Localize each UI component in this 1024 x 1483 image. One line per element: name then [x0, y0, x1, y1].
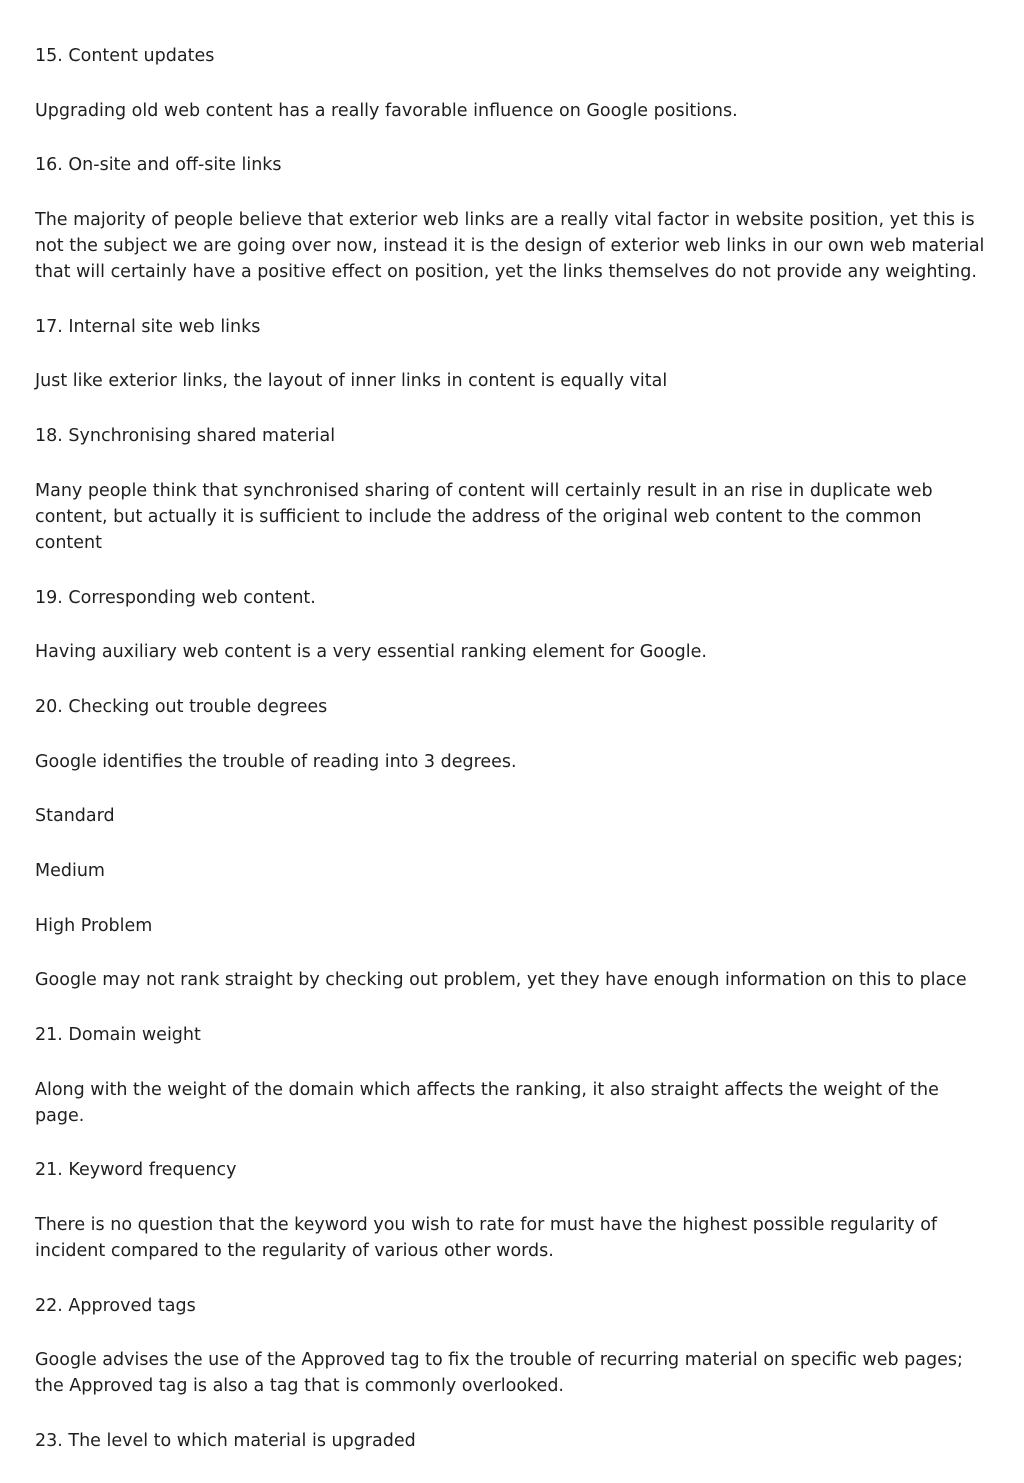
list-item-standard: Standard: [35, 806, 115, 827]
paragraph-content-updates: Upgrading old web content has a really favorable influence on Google positions.: [35, 100, 738, 121]
paragraph-synchronising-material: Many people think that synchronised sharing of content will certainly result in an rise in duplicate web content, but actually it is sufficient to include the address of the original web content to the common content: [35, 480, 933, 553]
heading-internal-links: 17. Internal site web links: [35, 316, 261, 337]
paragraph-approved-tags: Google advises the use of the Approved tag to fix the trouble of recurring material on specific web pages; the Approved tag is also a tag that is commonly overlooked.: [35, 1350, 963, 1397]
heading-domain-weight: 21. Domain weight: [35, 1025, 201, 1045]
paragraph-domain-weight: Along with the weight of the domain which affects the ranking, it also straight affects the weight of the page.: [35, 1079, 939, 1126]
paragraph-reading-degrees: Google identifies the trouble of reading into 3 degrees.: [35, 751, 517, 772]
paragraph-keyword-frequency: There is no question that the keyword you wish to rate for must have the highest possible regularity of incident compared to the regularity of various other words.: [35, 1215, 938, 1262]
paragraph-reading-problem: Google may not rank straight by checking out problem, yet they have enough information on this to place: [35, 970, 967, 991]
list-item-medium: Medium: [35, 860, 105, 881]
heading-approved-tags: 22. Approved tags: [35, 1295, 196, 1316]
document-body: [35, 43, 990, 1483]
list-item-high-problem: High Problem: [35, 915, 153, 936]
heading-corresponding-content: 19. Corresponding web content.: [35, 587, 316, 608]
heading-reading-degrees: 20. Checking out trouble degrees: [35, 696, 328, 717]
paragraph-corresponding-content: Having auxiliary web content is a very essential ranking element for Google.: [35, 642, 707, 663]
heading-content-updates: 15. Content updates: [35, 46, 215, 66]
heading-keyword-frequency: 21. Keyword frequency: [35, 1160, 237, 1181]
heading-synchronising-material: 18. Synchronising shared material: [35, 426, 336, 447]
heading-material-upgraded: 23. The level to which material is upgraded: [35, 1431, 416, 1452]
paragraph-internal-links: Just like exterior links, the layout of inner links in content is equally vital: [35, 371, 668, 392]
paragraph-onsite-offsite-links: The majority of people believe that exterior web links are a really vital factor in website position, yet this is not the subject we are going over now, instead it is the design of exterior web links in our own web material that will certainly have a positive effect on position, yet the links themselves do not provide any weighting.: [35, 210, 985, 283]
heading-onsite-offsite-links: 16. On-site and off-site links: [35, 155, 282, 176]
